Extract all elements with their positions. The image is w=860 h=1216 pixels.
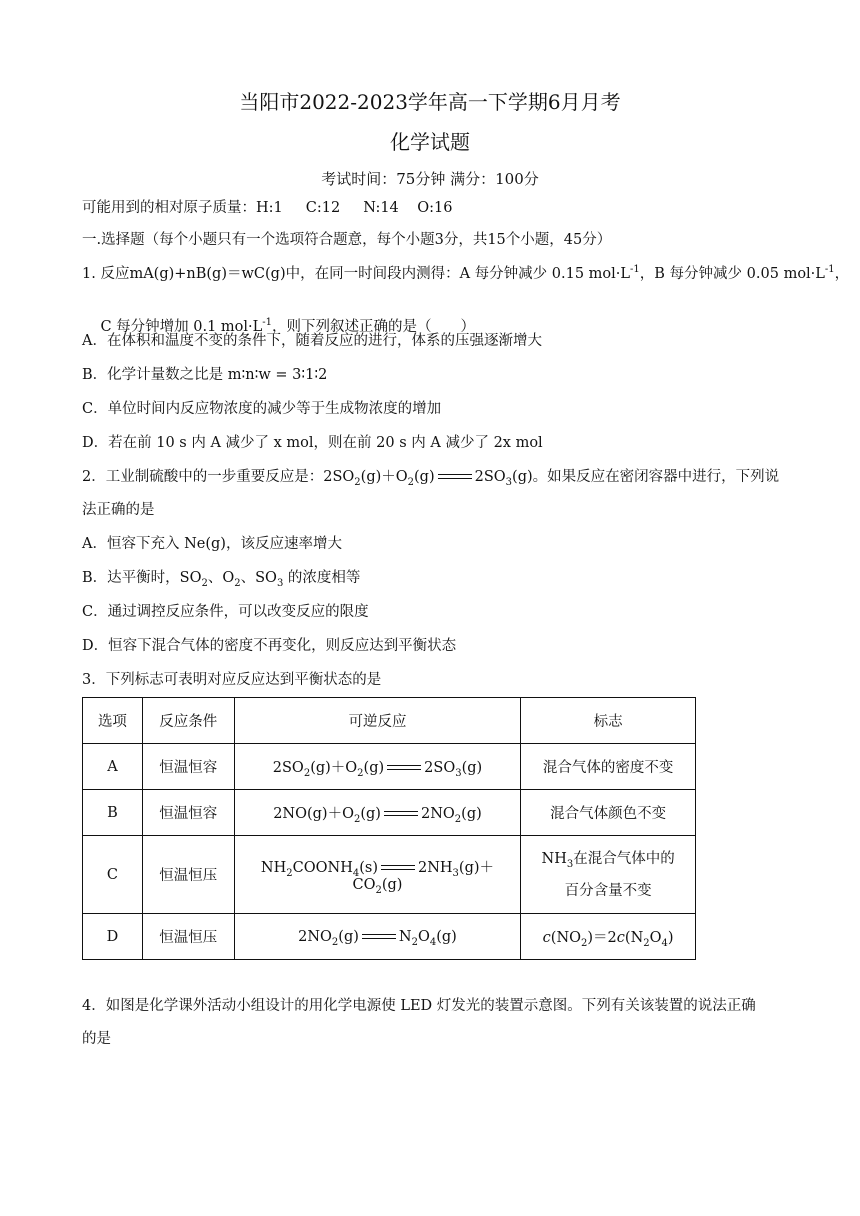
row-sign: $c(NO_2)=2c(N_2O_4)$: [521, 914, 696, 960]
exam-title: 当阳市2022-2023学年高一下学期6月月考: [239, 90, 621, 114]
q1-option-d: D．若在前 10 s 内 A 减少了 x mol，则在前 20 s 内 A 减少了 2x mol: [82, 435, 543, 451]
equilibrium-arrow-icon: [381, 864, 415, 872]
q4-stem-line1: 4．如图是化学课外活动小组设计的用化学电源使 LED 灯发光的装置示意图。下列有关该装置的说法正确: [82, 998, 756, 1014]
q1-option-c: C．单位时间内反应物浓度的减少等于生成物浓度的增加: [82, 401, 442, 417]
row-sign: 混合气体颜色不变: [521, 790, 696, 836]
section-heading: 一.选择题（每个小题只有一个选项符合题意，每个小题3分，共15个小题，45分）: [82, 232, 612, 248]
col-header-sign: 标志: [521, 698, 696, 744]
subject-title: 化学试题: [390, 130, 470, 154]
col-header-option: 选项: [83, 698, 143, 744]
table-row: [83, 836, 696, 914]
col-header-reaction: 可逆反应: [234, 698, 521, 744]
q2-option-c: C．通过调控反应条件，可以改变反应的限度: [82, 604, 369, 620]
atomic-masses: 可能用到的相对原子质量：H:1 C:12 N:14 O:16: [82, 200, 453, 216]
q1-option-a: A．在体积和温度不变的条件下，随着反应的进行，体系的压强逐渐增大: [82, 333, 542, 349]
equilibrium-arrow-icon: [384, 810, 418, 818]
q2-option-b: B．达平衡时，$SO_2$、$O_2$、$SO_3$ 的浓度相等: [82, 570, 361, 589]
table-row: [83, 790, 696, 836]
table-row: [83, 914, 696, 960]
row-sign: $NH_3$在混合气体中的 百分含量不变: [521, 836, 696, 914]
table-row: [83, 744, 696, 790]
row-condition: 恒温恒压: [142, 914, 234, 960]
q1-stem-line2: C 每分钟增加 0.1 $mol\cdot L^{-1}$，则下列叙述正确的是（ ）: [100, 317, 476, 335]
q3-stem: 3．下列标志可表明对应反应达到平衡状态的是: [82, 672, 382, 688]
table-header-row: [83, 698, 696, 744]
row-reaction: $2NO_2(g)$ $N_2O_4(g)$: [234, 914, 521, 960]
row-option: A: [83, 744, 143, 790]
row-reaction: $NH_2COONH_4(s)$ $2NH_3(g)+CO_2(g)$: [234, 836, 521, 914]
row-sign: 混合气体的密度不变: [521, 744, 696, 790]
row-reaction: $2NO(g)+O_2(g)$ $2NO_2(g)$: [234, 790, 521, 836]
equilibrium-arrow-icon: [438, 473, 472, 481]
exam-info: 考试时间：75分钟 满分：100分: [321, 170, 539, 188]
equilibrium-arrow-icon: [387, 764, 421, 772]
q4-stem-line2: 的是: [82, 1031, 111, 1047]
equilibrium-arrow-icon: [362, 933, 396, 941]
q2-stem-line2: 法正确的是: [82, 502, 155, 518]
q1-stem-line1: 1. 反应mA(g)+nB(g)＝wC(g)中，在同一时间段内测得：A 每分钟减少 0.15 $mol\cdot L^{-1}$，B 每分钟减少 0.05 $mol\cdot L^{-1}$，: [82, 264, 850, 282]
row-condition: 恒温恒压: [142, 836, 234, 914]
row-option: C: [83, 836, 143, 914]
row-condition: 恒温恒容: [142, 744, 234, 790]
q1-option-b: B．化学计量数之比是 m∶n∶w = 3∶1∶2: [82, 367, 328, 383]
row-reaction: $2SO_2(g)+O_2(g)$ $2SO_3(g)$: [234, 744, 521, 790]
col-header-condition: 反应条件: [142, 698, 234, 744]
q2-option-a: A．恒容下充入 Ne(g)，该反应速率增大: [82, 536, 342, 552]
row-option: D: [83, 914, 143, 960]
q3-options-table: [82, 697, 696, 960]
row-option: B: [83, 790, 143, 836]
q2-stem-line1: 2．工业制硫酸中的一步重要反应是：$2SO_2(g)+O_2(g)$ $2SO_3(g)$。如果反应在密闭容器中进行，下列说: [82, 469, 780, 488]
q2-option-d: D．恒容下混合气体的密度不再变化，则反应达到平衡状态: [82, 638, 457, 654]
row-condition: 恒温恒容: [142, 790, 234, 836]
